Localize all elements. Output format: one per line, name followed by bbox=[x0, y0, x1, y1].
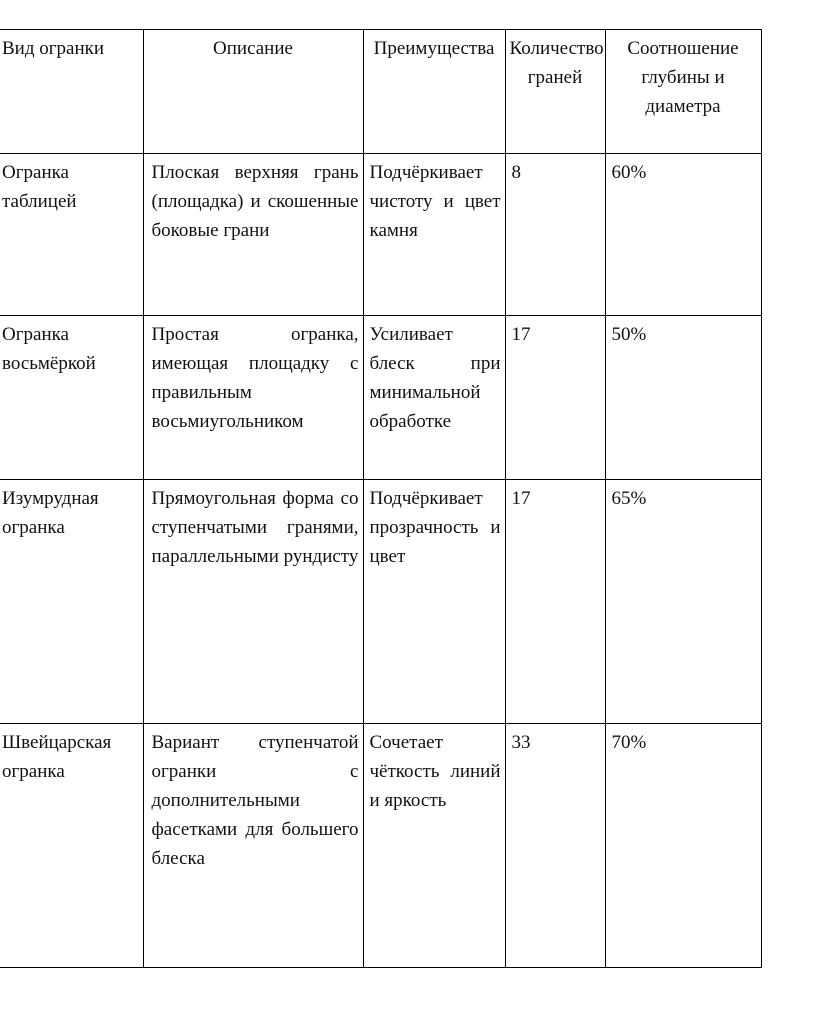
table-row bbox=[0, 724, 761, 968]
cut-description: Вариант ступенчатой огранки с дополнительными фасетками для большего блеска bbox=[143, 724, 363, 968]
cut-name: Швейцарская огранка bbox=[0, 724, 143, 968]
header-depth-ratio: Соотношение глубины и диаметра bbox=[605, 30, 761, 154]
cut-advantages: Подчёркивает прозрачность и цвет bbox=[363, 480, 505, 724]
cut-depth-ratio: 60% bbox=[605, 154, 761, 316]
header-row bbox=[0, 30, 761, 154]
table-row bbox=[0, 154, 761, 316]
cut-advantages: Подчёркивает чистоту и цвет камня bbox=[363, 154, 505, 316]
cut-facet-count: 17 bbox=[505, 316, 605, 480]
cut-description: Простая огранка, имеющая площадку с правильным восьмиугольником bbox=[143, 316, 363, 480]
cut-depth-ratio: 50% bbox=[605, 316, 761, 480]
cut-facet-count: 33 bbox=[505, 724, 605, 968]
cut-description: Прямоугольная форма со ступенчатыми гранями, параллельными рундисту bbox=[143, 480, 363, 724]
header-facet-count: Количество граней bbox=[505, 30, 605, 154]
cut-name: Огранка таблицей bbox=[0, 154, 143, 316]
cut-advantages: Сочетает чёткость линий и яркость bbox=[363, 724, 505, 968]
header-description: Описание bbox=[143, 30, 363, 154]
facet-cuts-table bbox=[0, 29, 762, 968]
header-cut-type: Вид огранки bbox=[0, 30, 143, 154]
cut-facet-count: 8 bbox=[505, 154, 605, 316]
cut-facet-count: 17 bbox=[505, 480, 605, 724]
header-advantages: Преимущества bbox=[363, 30, 505, 154]
table-row bbox=[0, 480, 761, 724]
cut-name: Изумрудная огранка bbox=[0, 480, 143, 724]
table-row bbox=[0, 316, 761, 480]
cut-description: Плоская верхняя грань (площадка) и скошенные боковые грани bbox=[143, 154, 363, 316]
cut-name: Огранка восьмёркой bbox=[0, 316, 143, 480]
cut-depth-ratio: 70% bbox=[605, 724, 761, 968]
cut-advantages: Усиливает блеск при минимальной обработке bbox=[363, 316, 505, 480]
cut-depth-ratio: 65% bbox=[605, 480, 761, 724]
